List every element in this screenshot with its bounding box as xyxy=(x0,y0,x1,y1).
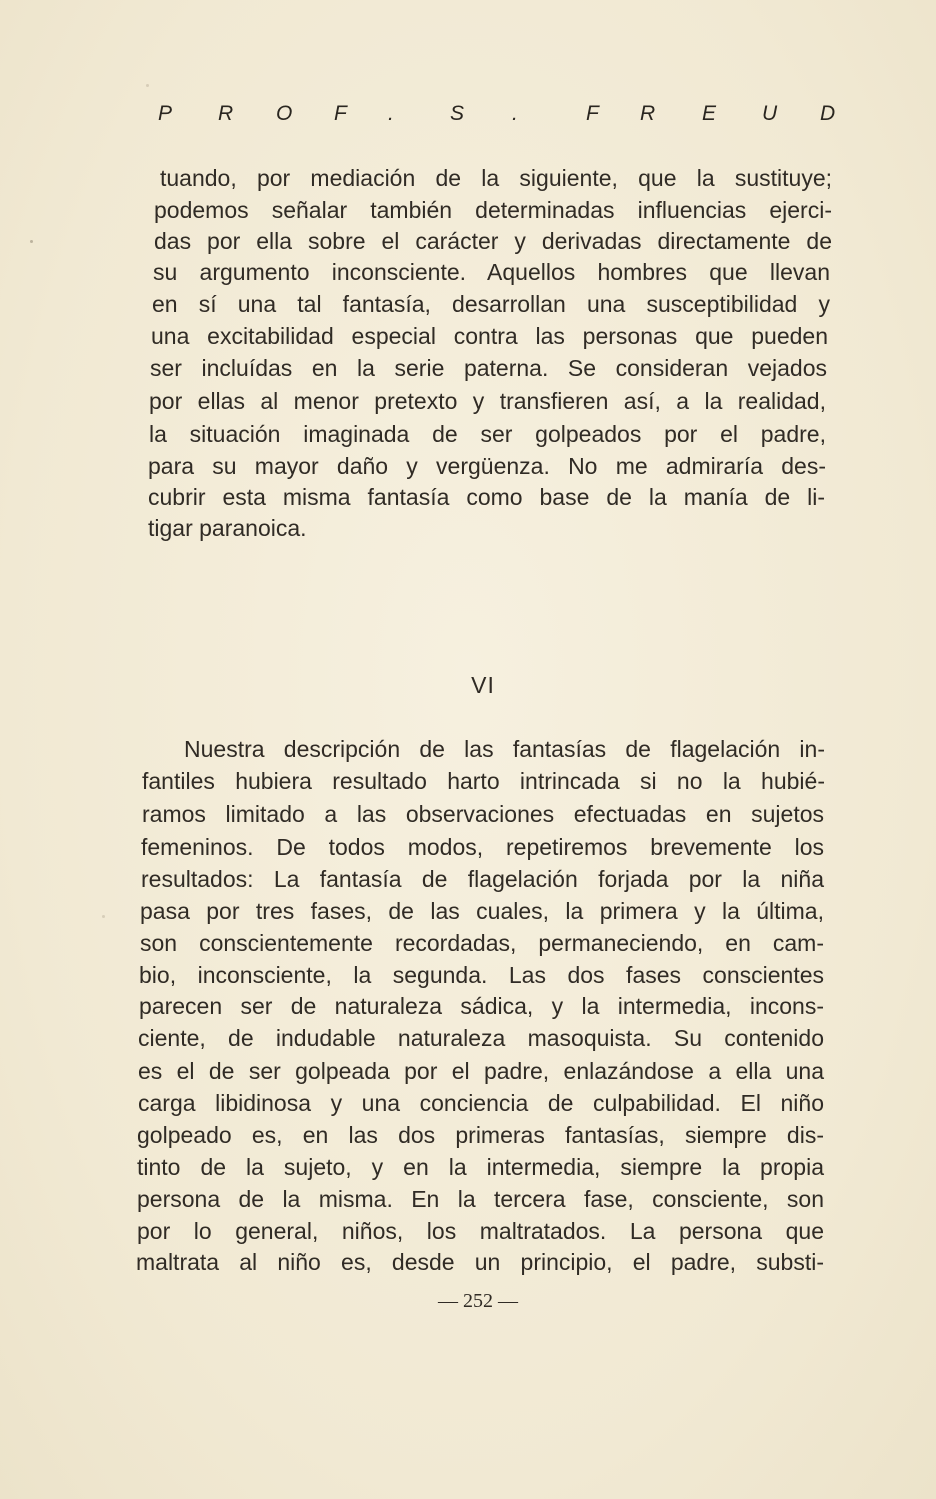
running-head-letter: R xyxy=(218,102,234,125)
running-head-letter: F xyxy=(334,102,347,125)
text-line: son conscientemente recordadas, permaneciendo, en cam- xyxy=(140,930,824,956)
running-head-letter: U xyxy=(762,102,778,125)
text-line: Nuestra descripción de las fantasías de flagelación in- xyxy=(184,736,825,762)
text-line: es el de ser golpeada por el padre, enlazándose a ella una xyxy=(138,1058,824,1084)
text-line: ramos limitado a las observaciones efectuadas en sujetos xyxy=(142,801,824,827)
running-head-letter: . xyxy=(388,102,394,125)
text-line: pasa por tres fases, de las cuales, la primera y la última, xyxy=(140,898,824,924)
text-line: maltrata al niño es, desde un principio, el padre, substi- xyxy=(136,1249,824,1275)
running-head-letter: E xyxy=(702,102,717,125)
text-line: fantiles hubiera resultado harto intrincada si no la hubié- xyxy=(142,768,825,794)
text-line: en sí una tal fantasía, desarrollan una susceptibilidad y xyxy=(152,291,830,317)
paper-speck xyxy=(146,84,149,87)
text-line: resultados: La fantasía de flagelación forjada por la niña xyxy=(141,866,824,892)
paper-speck xyxy=(30,240,33,243)
text-line: por ellas al menor pretexto y transfieren así, a la realidad, xyxy=(149,388,826,414)
text-line: golpeado es, en las dos primeras fantasías, siempre dis- xyxy=(137,1122,824,1148)
paper-speck xyxy=(102,915,105,918)
running-head-letter: S xyxy=(450,102,465,125)
page-number: — 252 — xyxy=(438,1290,518,1312)
text-line: femeninos. De todos modos, repetiremos brevemente los xyxy=(141,834,824,860)
text-line: ser incluídas en la serie paterna. Se consideran vejados xyxy=(150,355,827,381)
text-line: por lo general, niños, los maltratados. La persona que xyxy=(137,1218,824,1244)
text-line: tuando, por mediación de la siguiente, que la sustituye; xyxy=(160,165,832,191)
text-line: una excitabilidad especial contra las personas que pueden xyxy=(151,323,828,349)
text-line: bio, inconsciente, la segunda. Las dos fases conscientes xyxy=(139,962,824,988)
text-line: parecen ser de naturaleza sádica, y la intermedia, incons- xyxy=(139,993,824,1019)
running-head-letter: O xyxy=(276,102,293,125)
text-line: ciente, de indudable naturaleza masoquista. Su contenido xyxy=(138,1025,824,1051)
text-line: persona de la misma. En la tercera fase, consciente, son xyxy=(137,1186,824,1212)
running-head-letter: P xyxy=(158,102,173,125)
text-line: podemos señalar también determinadas influencias ejerci- xyxy=(154,197,832,223)
text-line: para su mayor daño y vergüenza. No me admiraría des- xyxy=(148,453,826,479)
section-heading: VI xyxy=(471,672,495,698)
text-line: das por ella sobre el carácter y derivadas directamente de xyxy=(154,228,832,254)
running-head-letter: R xyxy=(640,102,656,125)
text-line: cubrir esta misma fantasía como base de la manía de li- xyxy=(148,484,825,510)
running-head-letter: . xyxy=(512,102,518,125)
running-head-letter: F xyxy=(586,102,599,125)
text-line: tinto de la sujeto, y en la intermedia, siempre la propia xyxy=(137,1154,824,1180)
running-head-letter: D xyxy=(820,102,836,125)
text-line: carga libidinosa y una conciencia de culpabilidad. El niño xyxy=(138,1090,824,1116)
text-line: su argumento inconsciente. Aquellos hombres que llevan xyxy=(153,259,830,285)
text-line: la situación imaginada de ser golpeados por el padre, xyxy=(149,421,826,447)
text-line: tigar paranoica. xyxy=(148,515,307,541)
